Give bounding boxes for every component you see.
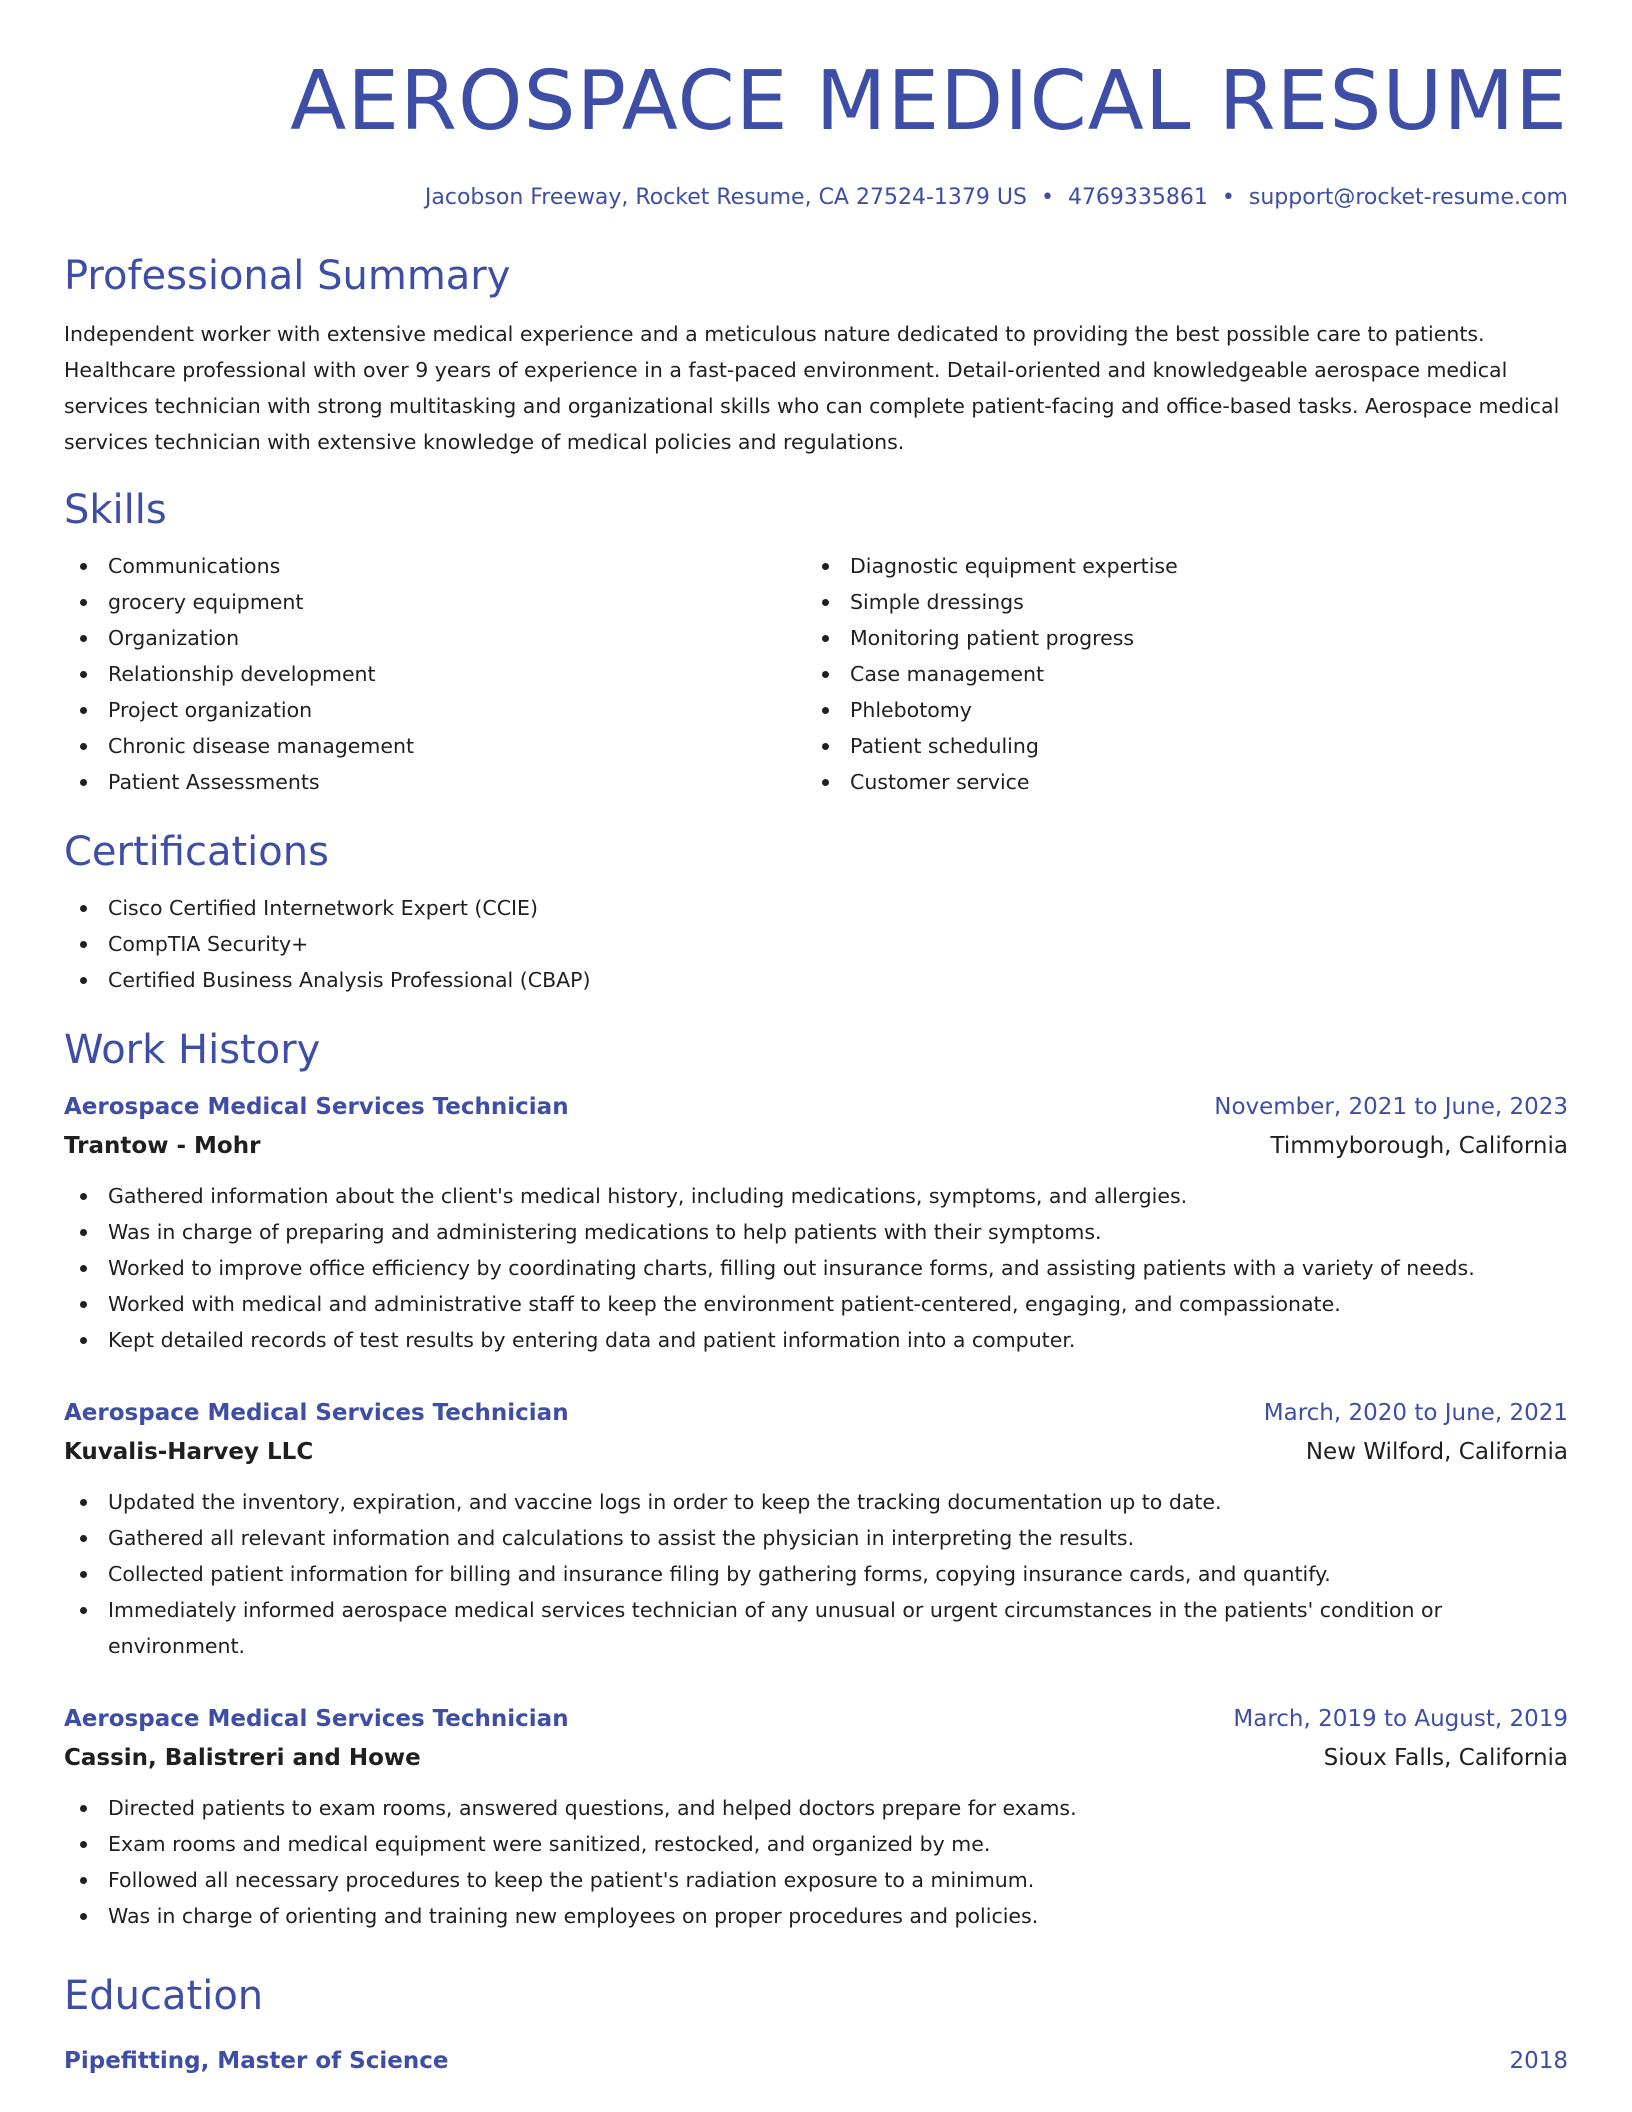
job-company-row [64,1126,1568,1166]
summary-text: Independent worker with extensive medical experience and a meticulous nature dedicated to providing the best possible care to patients. Healthcare professional with over 9 years of experience in a fast-paced environment. Detail-oriented and knowledgeable aerospace medical services technician with strong multitasking and organizational skills who can complete patient-facing and office-based tasks. Aerospace medical services technician with extensive knowledge of medical policies and regulations. [64,322,1560,454]
skill-item: Communications [64,548,806,584]
skill-item: Organization [64,620,806,656]
job-title: Aerospace Medical Services Technician [64,1400,569,1426]
skills-list-left [64,548,806,800]
job-duty: Gathered all relevant information and calculations to assist the physician in interpreting the results. [64,1520,1568,1556]
contact-line [64,182,1568,214]
skills-list-right [806,548,1548,800]
skill-item: Chronic disease management [64,728,806,764]
job-header-row [64,1394,1568,1432]
job-duty: Exam rooms and medical equipment were sanitized, restocked, and organized by me. [64,1826,1568,1862]
job-title: Aerospace Medical Services Technician [64,1706,569,1732]
certifications-list [64,890,1568,998]
job-duty: Was in charge of orienting and training new employees on proper procedures and policies. [64,1898,1568,1934]
job-duty: Directed patients to exam rooms, answered questions, and helped doctors prepare for exams. [64,1790,1568,1826]
job-title: Aerospace Medical Services Technician [64,1094,569,1120]
job-dates: November, 2021 to June, 2023 [1214,1094,1568,1120]
job-company: Cassin, Balistreri and Howe [64,1745,421,1771]
education-year: 2018 [1509,2048,1568,2074]
job-location: Sioux Falls, California [1323,1745,1568,1771]
job-dates: March, 2020 to June, 2021 [1263,1400,1568,1426]
skill-item: Patient scheduling [806,728,1548,764]
job-duty: Immediately informed aerospace medical services technician of any unusual or urgent circumstances in the patients' condition or environment. [64,1592,1568,1664]
skills-column-right [806,548,1548,800]
job-entry [64,1088,1568,1358]
education-entry [64,2042,1568,2080]
skill-item: Patient Assessments [64,764,806,800]
summary-heading: Professional Summary [64,253,511,299]
education-degree: Pipefitting, Master of Science [64,2048,449,2074]
contact-separator: • [1040,185,1054,210]
job-duty: Collected patient information for billing and insurance filing by gathering forms, copying insurance cards, and quantify. [64,1556,1568,1592]
skill-item: Phlebotomy [806,692,1548,728]
job-duties-list [64,1178,1568,1358]
education-heading: Education [64,1973,264,2019]
skills-grid [64,548,1568,800]
skills-heading: Skills [64,487,167,533]
job-dates: March, 2019 to August, 2019 [1233,1706,1568,1732]
skill-item: Relationship development [64,656,806,692]
resume-page [64,0,1568,2080]
job-location: New Wilford, California [1305,1439,1568,1465]
job-duty: Worked with medical and administrative staff to keep the environment patient-centered, engaging, and compassionate. [64,1286,1568,1322]
skills-column-left [64,548,806,800]
job-duty: Gathered information about the client's medical history, including medications, symptoms, and allergies. [64,1178,1568,1214]
certification-item: Cisco Certified Internetwork Expert (CCIE) [64,890,1568,926]
certification-item: CompTIA Security+ [64,926,1568,962]
contact-separator: • [1221,185,1235,210]
job-header-row [64,1700,1568,1738]
job-location: Timmyborough, California [1270,1133,1568,1159]
job-duty: Followed all necessary procedures to keep the patient's radiation exposure to a minimum. [64,1862,1568,1898]
contact-email: support@rocket-resume.com [1248,185,1568,210]
job-company: Kuvalis-Harvey LLC [64,1439,314,1465]
certification-item: Certified Business Analysis Professional (CBAP) [64,962,1568,998]
job-company-row [64,1432,1568,1472]
job-duties-list [64,1790,1568,1934]
work-history-heading: Work History [64,1027,321,1073]
job-entry [64,1700,1568,1934]
job-duties-list [64,1484,1568,1664]
skill-item: Customer service [806,764,1548,800]
contact-phone: 4769335861 [1067,185,1208,210]
certifications-heading: Certifications [64,829,329,875]
contact-address: Jacobson Freeway, Rocket Resume, CA 27524-1379 US [424,185,1027,210]
job-duty: Was in charge of preparing and administering medications to help patients with their symptoms. [64,1214,1568,1250]
skill-item: Case management [806,656,1548,692]
resume-title: AEROSPACE MEDICAL RESUME [290,54,1568,149]
job-entry [64,1394,1568,1664]
job-header-row [64,1088,1568,1126]
job-duty: Updated the inventory, expiration, and vaccine logs in order to keep the tracking documentation up to date. [64,1484,1568,1520]
skill-item: Simple dressings [806,584,1548,620]
job-duty: Worked to improve office efficiency by coordinating charts, filling out insurance forms, and assisting patients with a variety of needs. [64,1250,1568,1286]
job-company: Trantow - Mohr [64,1133,261,1159]
job-duty: Kept detailed records of test results by entering data and patient information into a computer. [64,1322,1568,1358]
skill-item: Diagnostic equipment expertise [806,548,1548,584]
job-company-row [64,1738,1568,1778]
skill-item: Project organization [64,692,806,728]
skill-item: Monitoring patient progress [806,620,1548,656]
skill-item: grocery equipment [64,584,806,620]
